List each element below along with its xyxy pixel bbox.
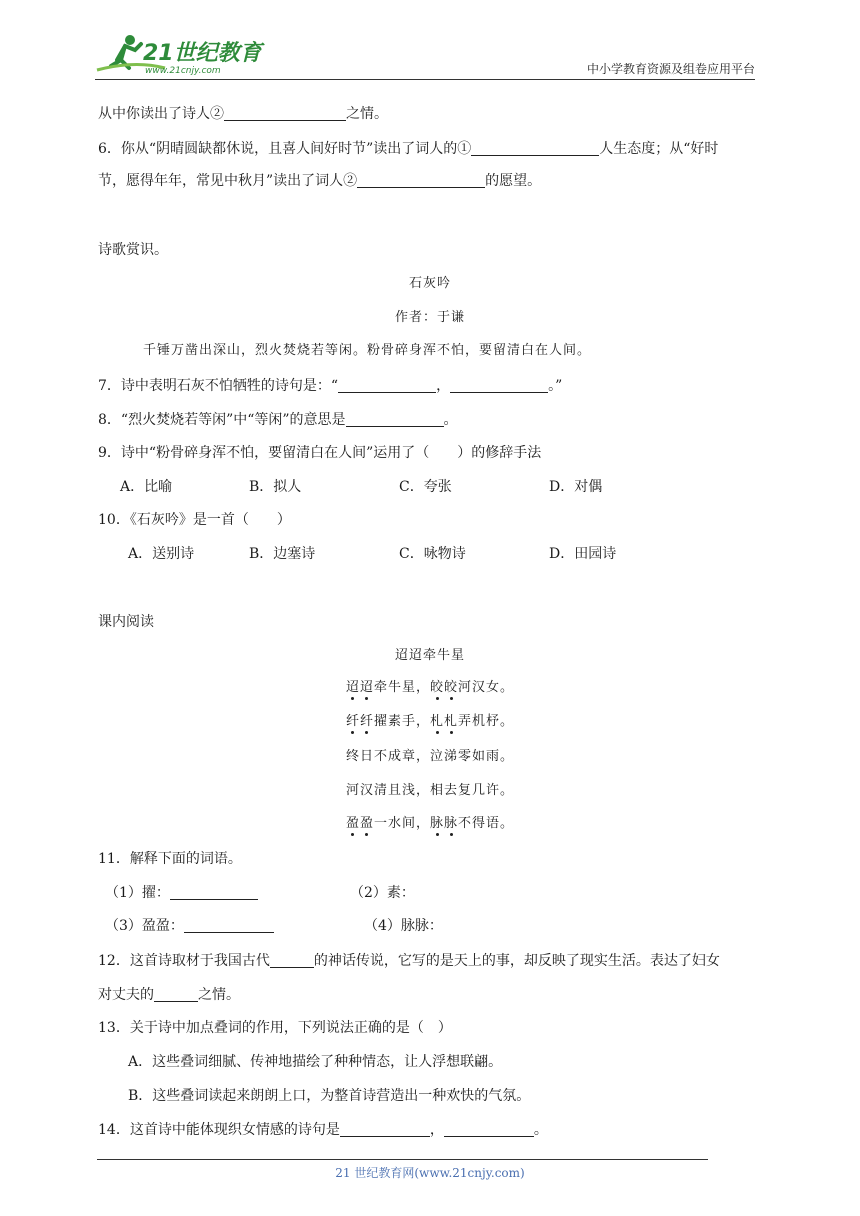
answer-blank[interactable] <box>357 172 485 188</box>
question-10: 10．《石灰吟》是一首（ ） <box>98 512 291 528</box>
text: 对丈夫的 <box>98 987 154 1003</box>
emphasis-char: 札 <box>430 714 445 729</box>
section-heading: 诗歌赏识。 <box>98 242 168 258</box>
question-11: 11．解释下面的词语。 <box>98 851 242 867</box>
q11-item-3 <box>105 916 274 936</box>
text: 12．这首诗取材于我国古代 <box>98 953 270 969</box>
header-divider <box>95 79 755 80</box>
dotted-word <box>430 714 458 729</box>
text: 8．“烈火焚烧若等闲”中“等闲”的意思是 <box>98 412 346 428</box>
text: 。” <box>548 378 563 394</box>
answer-blank[interactable] <box>444 1121 534 1137</box>
text: 不得语。 <box>458 816 515 831</box>
q9-option-a[interactable]: A．比喻 <box>120 479 173 495</box>
question-12-line-2 <box>98 985 240 1005</box>
poem-line <box>0 814 860 834</box>
q9-option-c[interactable]: C．夸张 <box>399 479 452 495</box>
emphasis-char: 皎 <box>444 680 459 695</box>
text: ， <box>429 1122 444 1138</box>
emphasis-char: 札 <box>444 714 459 729</box>
svg-text:www.21cnjy.com: www.21cnjy.com <box>145 66 221 76</box>
text: 。 <box>443 412 458 428</box>
emphasis-char: 迢 <box>345 680 360 695</box>
q13-option-a[interactable]: A．这些叠词细腻、传神地描绘了种种情态，让人浮想联翩。 <box>128 1054 503 1070</box>
question-6-line-2 <box>98 171 541 191</box>
footer-copyright: 21 世纪教育网(www.21cnjy.com) <box>335 1166 525 1180</box>
emphasis-char: 盈 <box>345 816 360 831</box>
answer-blank[interactable] <box>340 1121 430 1137</box>
poem-body: 千锤万凿出深山，烈火焚烧若等闲。粉骨碎身浑不怕，要留清白在人间。 <box>143 343 592 358</box>
answer-blank[interactable] <box>346 411 444 427</box>
question-12 <box>98 951 720 971</box>
answer-blank[interactable] <box>170 884 258 900</box>
poem-author: 作者：于谦 <box>394 310 465 325</box>
poem-line: 河汉清且浅，相去复几许。 <box>345 783 514 798</box>
section-heading: 课内阅读 <box>98 614 154 630</box>
text: 从中你读出了诗人② <box>98 106 224 122</box>
q9-option-d[interactable]: D．对偶 <box>549 479 603 495</box>
text: ， <box>436 378 451 394</box>
poem-line <box>0 712 860 732</box>
dotted-word <box>346 816 374 831</box>
svg-text:21世纪教育: 21世纪教育 <box>143 41 262 66</box>
emphasis-char: 纤 <box>345 714 360 729</box>
text: 6．你从“阴晴圆缺都休说，且喜人间好时节”读出了词人的① <box>98 141 472 157</box>
answer-blank[interactable] <box>338 377 436 393</box>
poem-title: 石灰吟 <box>408 276 451 291</box>
poem-line <box>0 678 860 698</box>
q11-item-4: （4）脉脉： <box>364 918 443 934</box>
q11-item-1 <box>105 883 258 903</box>
text: 牵牛星， <box>373 680 430 695</box>
footer-divider <box>97 1159 708 1160</box>
emphasis-char: 脉 <box>430 816 445 831</box>
text: 7．诗中表明石灰不怕牺牲的诗句是：“ <box>98 378 339 394</box>
emphasis-char: 纤 <box>359 714 374 729</box>
text: 人生态度；从“好时 <box>599 141 719 157</box>
text: 14．这首诗中能体现织女情感的诗句是 <box>98 1122 340 1138</box>
question-7 <box>98 376 562 396</box>
text: （1）擢： <box>105 885 170 901</box>
dotted-word <box>346 680 374 695</box>
platform-name: 中小学教育资源及组卷应用平台 <box>586 62 755 76</box>
poem-title: 迢迢牵牛星 <box>394 648 465 663</box>
answer-blank[interactable] <box>184 917 274 933</box>
emphasis-char: 皎 <box>430 680 445 695</box>
dotted-word <box>430 816 458 831</box>
question-8 <box>98 410 458 430</box>
answer-blank[interactable] <box>224 105 346 121</box>
text: 的神话传说，它写的是天上的事，却反映了现实生活。表达了妇女 <box>313 953 720 969</box>
text: 一水间， <box>373 816 430 831</box>
question-9: 9．诗中“粉骨碎身浑不怕，要留清白在人间”运用了（ ）的修辞手法 <box>98 445 542 461</box>
text: 河汉女。 <box>458 680 515 695</box>
q10-option-d[interactable]: D．田园诗 <box>549 546 617 562</box>
question-13: 13．关于诗中加点叠词的作用，下列说法正确的是（ ） <box>98 1020 452 1036</box>
text: （3）盈盈： <box>105 918 184 934</box>
question-6 <box>98 139 718 159</box>
text: 之情。 <box>198 987 240 1003</box>
q9-option-b[interactable]: B．拟人 <box>249 479 302 495</box>
dotted-word <box>346 714 374 729</box>
emphasis-char: 盈 <box>359 816 374 831</box>
emphasis-char: 脉 <box>444 816 459 831</box>
q13-option-b[interactable]: B．这些叠词读起来朗朗上口，为整首诗营造出一种欢快的气氛。 <box>128 1088 531 1104</box>
question-14 <box>98 1120 548 1140</box>
answer-blank[interactable] <box>270 952 314 968</box>
q11-item-2: （2）素： <box>350 885 415 901</box>
q10-option-c[interactable]: C．咏物诗 <box>399 546 466 562</box>
question-5-continuation <box>98 104 388 124</box>
answer-blank[interactable] <box>450 377 548 393</box>
q10-option-a[interactable]: A．送别诗 <box>128 546 195 562</box>
text: 。 <box>533 1122 548 1138</box>
dotted-word <box>430 680 458 695</box>
poem-line: 终日不成章，泣涕零如雨。 <box>345 749 514 764</box>
answer-blank[interactable] <box>154 986 198 1002</box>
text: 的愿望。 <box>485 173 542 189</box>
text: 之情。 <box>346 106 388 122</box>
emphasis-char: 迢 <box>359 680 374 695</box>
text: 弄机杼。 <box>458 714 515 729</box>
text: 节，愿得年年，常见中秋月”读出了词人② <box>98 173 358 189</box>
text: 擢素手， <box>373 714 430 729</box>
answer-blank[interactable] <box>471 140 599 156</box>
brand-logo <box>95 30 265 80</box>
q10-option-b[interactable]: B．边塞诗 <box>249 546 316 562</box>
